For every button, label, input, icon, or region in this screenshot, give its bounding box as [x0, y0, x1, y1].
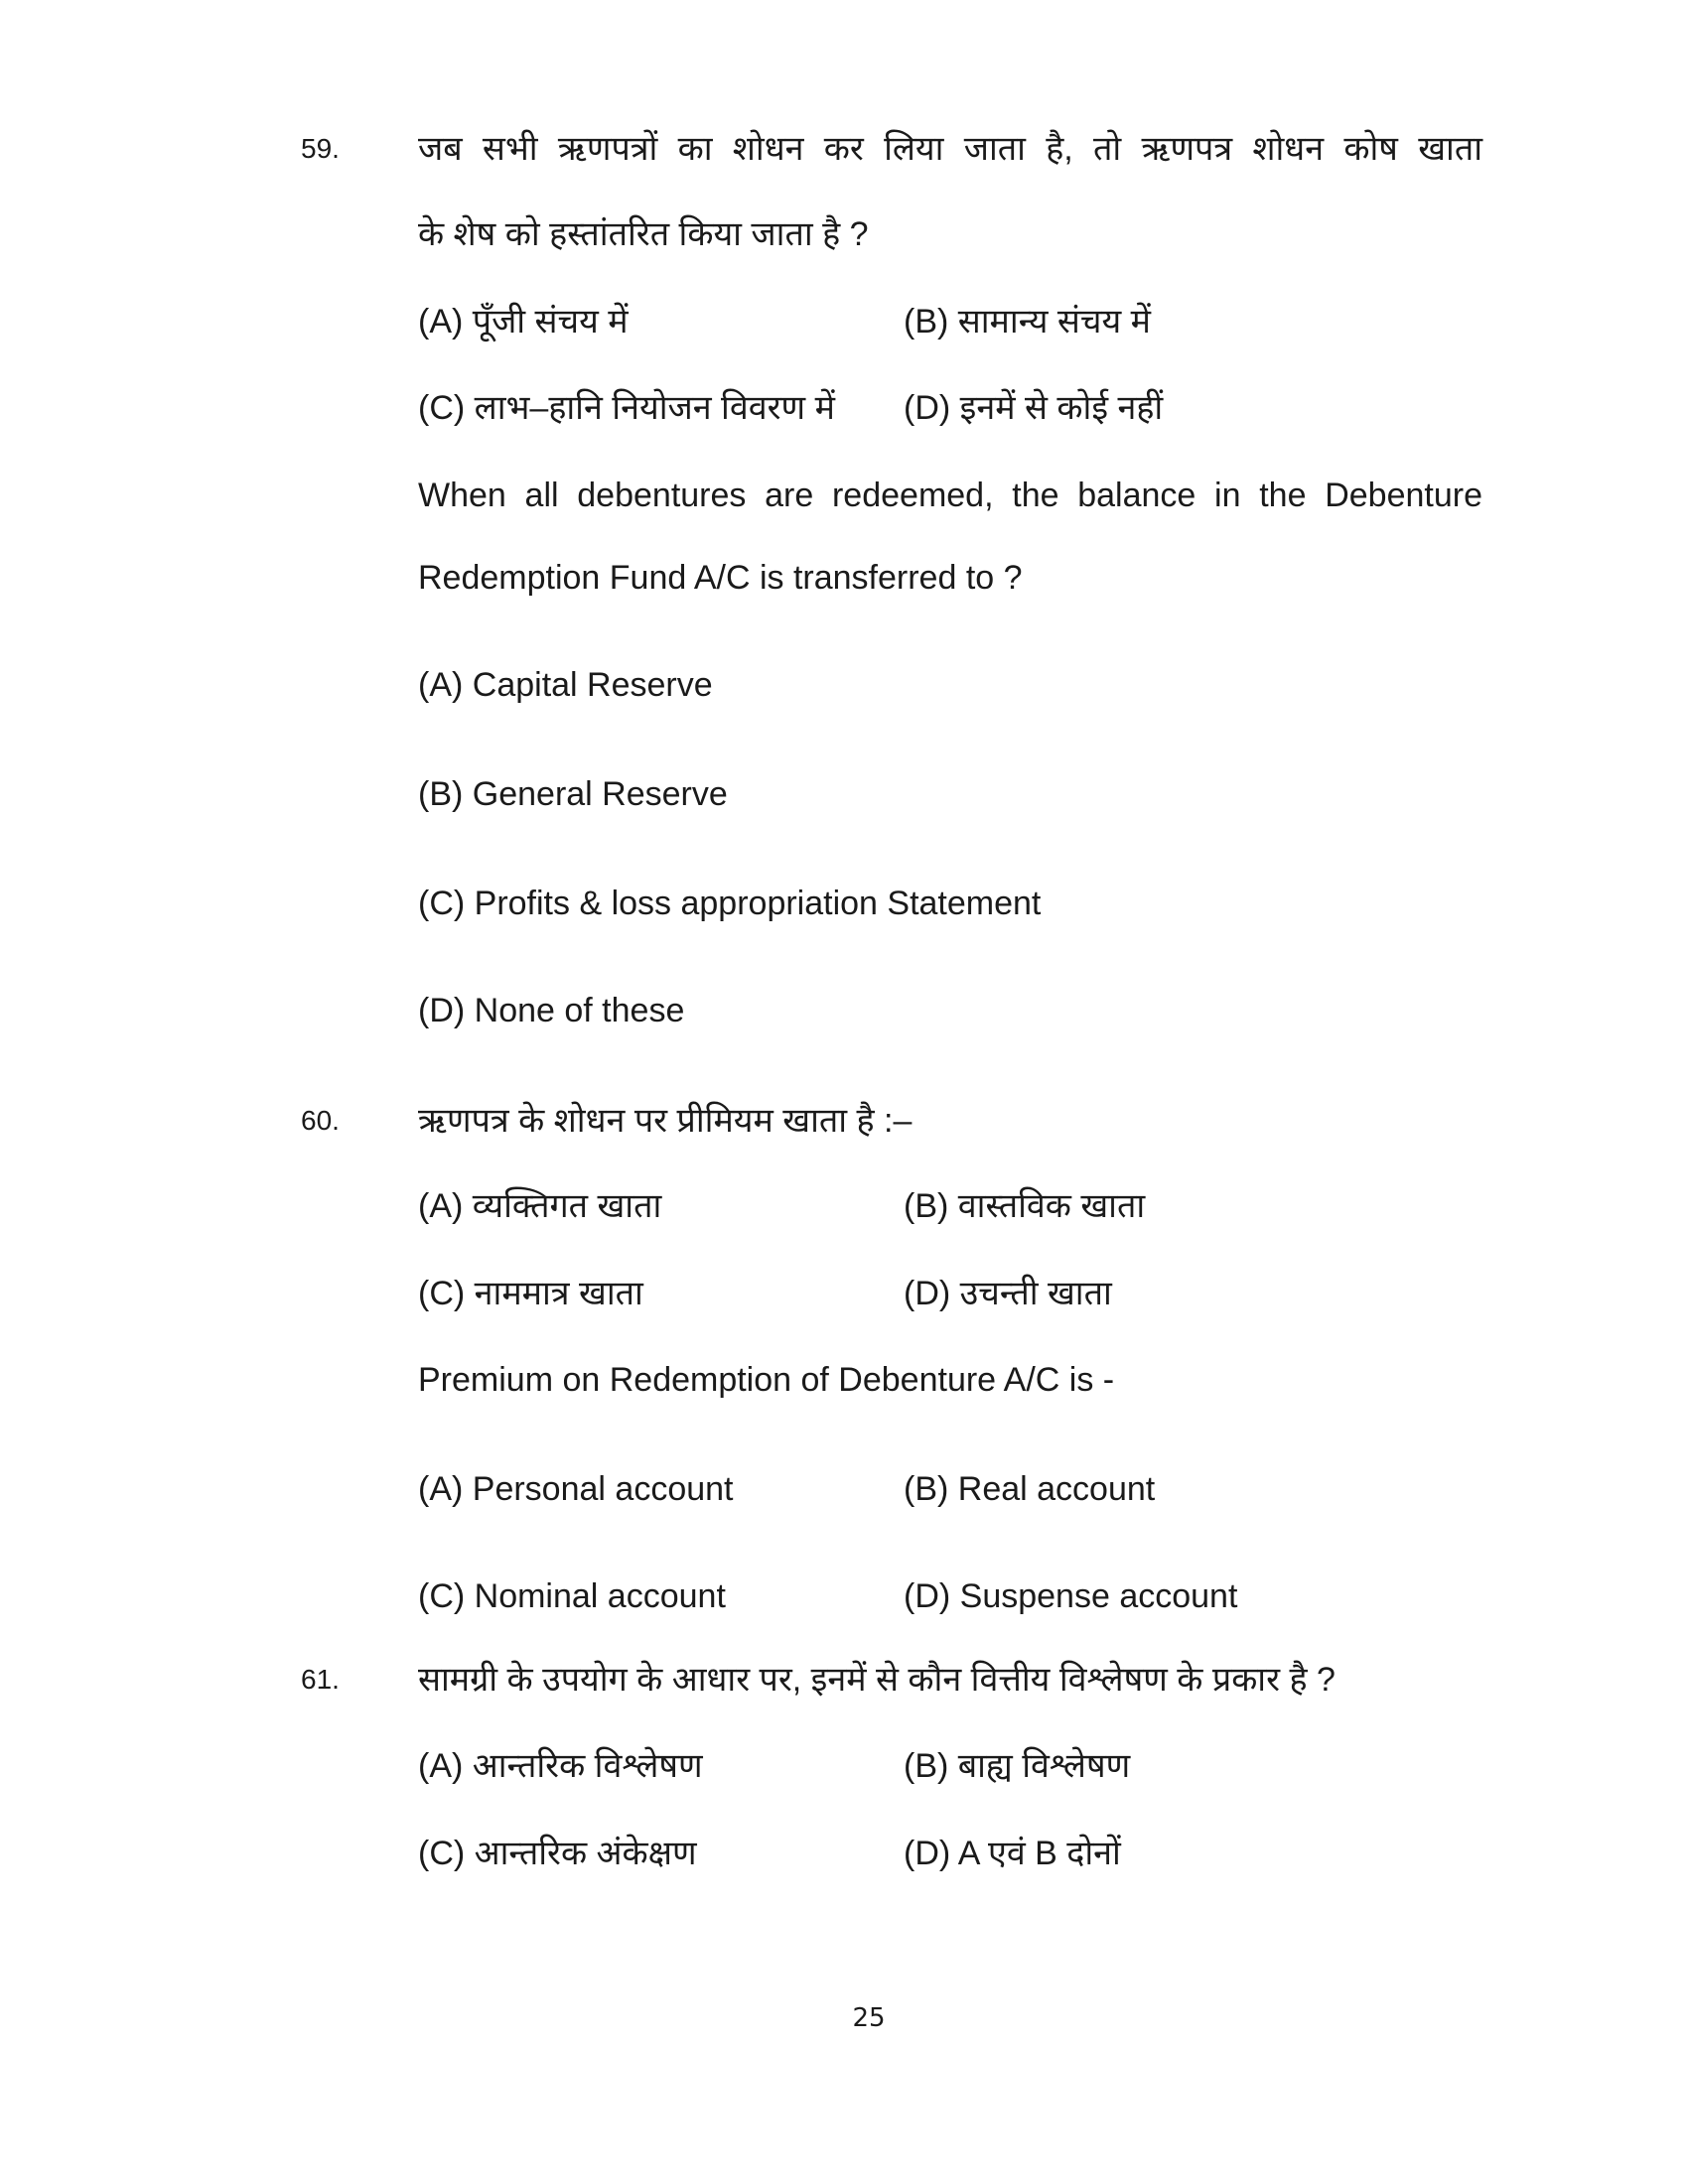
question-text-english: Premium on Redemption of Debenture A/C is - [418, 1361, 1115, 1399]
option-b-english: (B) General Reserve [418, 775, 728, 813]
question-text-hindi: ऋणपत्र के शोधन पर प्रीमियम खाता है :– [418, 1102, 913, 1140]
question-text-english: When all debentures are redeemed, the balance in the Debenture [418, 477, 1482, 514]
option-c-hindi: (C) आन्तरिक अंकेक्षण [418, 1835, 697, 1872]
option-c-english: (C) Profits & loss appropriation Statement [418, 885, 1042, 922]
question-number: 59. [301, 133, 340, 164]
question-text-english: Redemption Fund A/C is transferred to ? [418, 559, 1023, 597]
question-number: 61. [301, 1664, 340, 1695]
page-number: 25 [852, 2003, 886, 2033]
question-text-hindi: के शेष को हस्तांतरित किया जाता है ? [418, 215, 869, 253]
question-text-hindi: जब सभी ऋणपत्रों का शोधन कर लिया जाता है, तो ऋणपत्र शोधन कोष खाता [418, 130, 1482, 168]
option-d-english: (D) Suspense account [904, 1577, 1238, 1615]
question-number: 60. [301, 1105, 340, 1136]
option-c-english: (C) Nominal account [418, 1577, 726, 1615]
option-c-hindi: (C) लाभ–हानि नियोजन विवरण में [418, 389, 835, 427]
option-d-english: (D) None of these [418, 992, 685, 1029]
option-b-hindi: (B) सामान्य संचय में [904, 303, 1151, 341]
option-d-hindi: (D) उचन्ती खाता [904, 1275, 1112, 1312]
option-a-hindi: (A) पूँजी संचय में [418, 303, 629, 341]
option-d-hindi: (D) इनमें से कोई नहीं [904, 389, 1164, 427]
option-d-hindi: (D) A एवं B दोनों [904, 1835, 1121, 1872]
option-b-english: (B) Real account [904, 1470, 1156, 1508]
option-b-hindi: (B) वास्तविक खाता [904, 1187, 1146, 1225]
option-a-english: (A) Personal account [418, 1470, 734, 1508]
option-a-english: (A) Capital Reserve [418, 666, 713, 704]
option-b-hindi: (B) बाह्य विश्लेषण [904, 1747, 1131, 1785]
question-text-hindi: सामग्री के उपयोग के आधार पर, इनमें से कौन वित्तीय विश्लेषण के प्रकार है ? [418, 1661, 1336, 1699]
option-a-hindi: (A) आन्तरिक विश्लेषण [418, 1747, 703, 1785]
option-a-hindi: (A) व्यक्तिगत खाता [418, 1187, 662, 1225]
option-c-hindi: (C) नाममात्र खाता [418, 1275, 643, 1312]
